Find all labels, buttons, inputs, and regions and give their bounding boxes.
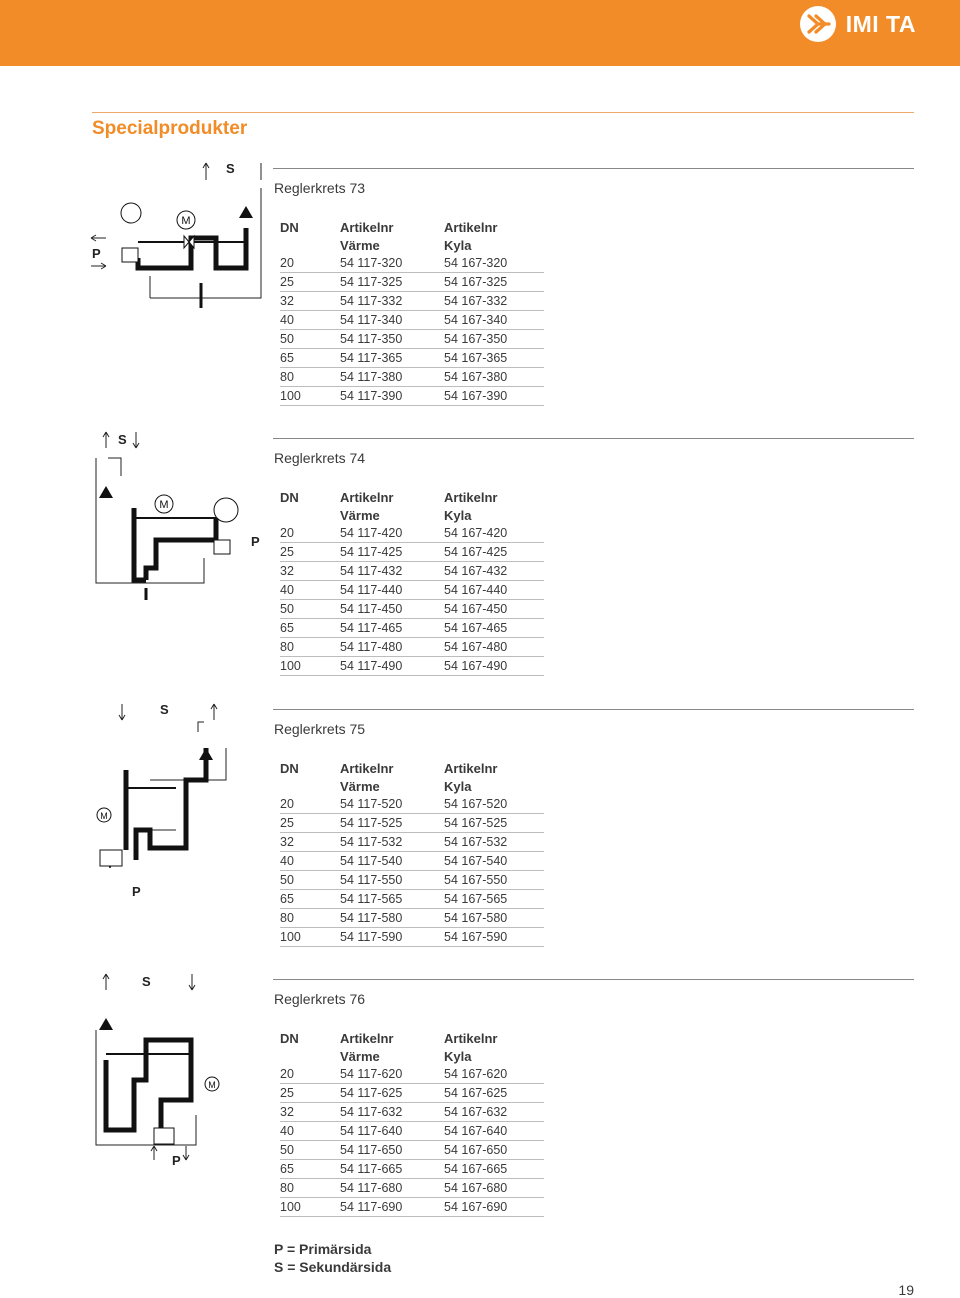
article-cool-cell: 54 167-640	[444, 1122, 544, 1141]
section-divider	[273, 438, 914, 439]
article-heat-cell: 54 117-665	[340, 1160, 444, 1179]
table-row	[280, 330, 544, 349]
svg-text:S: S	[160, 702, 169, 717]
dn-cell: 32	[280, 292, 340, 311]
article-heat-cell: 54 117-480	[340, 638, 444, 657]
dn-cell: 80	[280, 638, 340, 657]
article-heat-cell: 54 117-325	[340, 273, 444, 292]
table-row	[280, 1198, 544, 1217]
header-bar	[0, 0, 960, 66]
article-cool-cell: 54 167-690	[444, 1198, 544, 1217]
article-cool-cell: 54 167-625	[444, 1084, 544, 1103]
article-heat-cell: 54 117-420	[340, 524, 444, 543]
col-heat-sub: Värme	[340, 237, 380, 253]
table-row	[280, 833, 544, 852]
dn-cell: 50	[280, 600, 340, 619]
dn-cell: 25	[280, 814, 340, 833]
col-cool-sub: Kyla	[444, 237, 472, 253]
arrow-icon	[91, 235, 106, 241]
article-heat-cell: 54 117-550	[340, 871, 444, 890]
table-row	[280, 581, 544, 600]
dn-cell: 65	[280, 1160, 340, 1179]
dn-cell: 25	[280, 543, 340, 562]
article-cool-cell: 54 167-580	[444, 909, 544, 928]
arrow-icon	[103, 432, 109, 448]
dn-cell: 80	[280, 909, 340, 928]
article-table	[280, 759, 544, 947]
col-art-cool: Artikelnr	[444, 760, 498, 776]
table-row	[280, 368, 544, 387]
dn-cell: 40	[280, 581, 340, 600]
table-row	[280, 524, 544, 543]
pump-icon	[99, 486, 113, 498]
col-art-heat: Artikelnr	[340, 760, 394, 776]
table-row	[280, 1179, 544, 1198]
dn-cell: 40	[280, 852, 340, 871]
table-row	[280, 1084, 544, 1103]
svg-text:P: P	[132, 884, 141, 899]
table-row	[280, 619, 544, 638]
col-dn: DN	[280, 489, 299, 505]
dn-cell: 50	[280, 871, 340, 890]
table-row	[280, 387, 544, 406]
arrow-icon	[103, 974, 109, 990]
col-cool-sub: Kyla	[444, 507, 472, 523]
article-cool-cell: 54 167-490	[444, 657, 544, 676]
table-row	[280, 814, 544, 833]
article-heat-cell: 54 117-565	[340, 890, 444, 909]
pump-icon	[199, 748, 213, 760]
circuit-diagram-76	[86, 970, 268, 1172]
dn-cell: 32	[280, 833, 340, 852]
article-cool-cell: 54 167-565	[444, 890, 544, 909]
section-title: Reglerkrets 75	[274, 721, 366, 737]
dn-cell: 20	[280, 1065, 340, 1084]
arrow-icon	[211, 704, 217, 720]
arrow-icon	[189, 974, 195, 990]
table-row	[280, 871, 544, 890]
article-cool-cell: 54 167-480	[444, 638, 544, 657]
legend-secondary: S = Sekundärsida	[274, 1259, 392, 1275]
svg-text:P: P	[92, 246, 101, 261]
article-cool-cell: 54 167-465	[444, 619, 544, 638]
article-heat-cell: 54 117-465	[340, 619, 444, 638]
svg-text:M: M	[100, 811, 108, 821]
article-cool-cell: 54 167-340	[444, 311, 544, 330]
table-row	[280, 1122, 544, 1141]
article-heat-cell: 54 117-620	[340, 1065, 444, 1084]
circuit-diagram-75	[86, 700, 268, 899]
arrow-icon	[119, 704, 125, 720]
article-cool-cell: 54 167-540	[444, 852, 544, 871]
section-title: Reglerkrets 74	[274, 450, 366, 466]
table-row	[280, 795, 544, 814]
col-dn: DN	[280, 1030, 299, 1046]
col-art-cool: Artikelnr	[444, 219, 498, 235]
article-heat-cell: 54 117-590	[340, 928, 444, 947]
svg-text:M: M	[159, 499, 169, 511]
table-row	[280, 349, 544, 368]
article-heat-cell: 54 117-332	[340, 292, 444, 311]
section-title: Reglerkrets 73	[274, 180, 366, 196]
article-heat-cell: 54 117-650	[340, 1141, 444, 1160]
article-heat-cell: 54 117-340	[340, 311, 444, 330]
logo-mark-icon	[800, 6, 836, 42]
dn-cell: 80	[280, 368, 340, 387]
motor-icon	[121, 203, 141, 223]
table-row	[280, 852, 544, 871]
article-heat-cell: 54 117-425	[340, 543, 444, 562]
table-row	[280, 638, 544, 657]
table-row	[280, 1065, 544, 1084]
dn-cell: 40	[280, 1122, 340, 1141]
page-number: 19	[898, 1282, 914, 1298]
article-heat-cell: 54 117-490	[340, 657, 444, 676]
article-cool-cell: 54 167-390	[444, 387, 544, 406]
article-cool-cell: 54 167-332	[444, 292, 544, 311]
table-row	[280, 890, 544, 909]
article-cool-cell: 54 167-440	[444, 581, 544, 600]
pump-icon	[239, 206, 253, 218]
brand-name: IMI TA	[845, 10, 916, 37]
article-heat-cell: 54 117-640	[340, 1122, 444, 1141]
dn-cell: 50	[280, 1141, 340, 1160]
svg-text:S: S	[142, 974, 151, 989]
article-heat-cell: 54 117-390	[340, 387, 444, 406]
circuit-diagram-74	[86, 428, 268, 600]
table-row	[280, 562, 544, 581]
article-cool-cell: 54 167-590	[444, 928, 544, 947]
article-cool-cell: 54 167-532	[444, 833, 544, 852]
article-cool-cell: 54 167-325	[444, 273, 544, 292]
table-row	[280, 292, 544, 311]
article-cool-cell: 54 167-365	[444, 349, 544, 368]
dn-cell: 40	[280, 311, 340, 330]
circuit-diagram-73	[86, 158, 268, 318]
article-heat-cell: 54 117-532	[340, 833, 444, 852]
dn-cell: 25	[280, 1084, 340, 1103]
article-heat-cell: 54 117-540	[340, 852, 444, 871]
title-divider	[92, 112, 914, 113]
article-cool-cell: 54 167-420	[444, 524, 544, 543]
article-table	[280, 488, 544, 676]
article-heat-cell: 54 117-365	[340, 349, 444, 368]
section-divider	[273, 709, 914, 710]
table-row	[280, 1160, 544, 1179]
article-cool-cell: 54 167-650	[444, 1141, 544, 1160]
article-cool-cell: 54 167-350	[444, 330, 544, 349]
col-heat-sub: Värme	[340, 778, 380, 794]
svg-text:P: P	[251, 534, 260, 549]
col-art-heat: Artikelnr	[340, 1030, 394, 1046]
col-art-heat: Artikelnr	[340, 219, 394, 235]
article-heat-cell: 54 117-632	[340, 1103, 444, 1122]
svg-text:M: M	[208, 1080, 216, 1090]
dn-cell: 65	[280, 890, 340, 909]
page-title: Specialprodukter	[92, 118, 248, 139]
article-cool-cell: 54 167-665	[444, 1160, 544, 1179]
article-cool-cell: 54 167-525	[444, 814, 544, 833]
article-cool-cell: 54 167-632	[444, 1103, 544, 1122]
dn-cell: 20	[280, 524, 340, 543]
legend	[274, 1240, 391, 1276]
dn-cell: 100	[280, 1198, 340, 1217]
dn-cell: 100	[280, 387, 340, 406]
table-row	[280, 600, 544, 619]
article-cool-cell: 54 167-520	[444, 795, 544, 814]
col-heat-sub: Värme	[340, 1048, 380, 1064]
article-cool-cell: 54 167-320	[444, 254, 544, 273]
dn-cell: 100	[280, 657, 340, 676]
dn-cell: 20	[280, 795, 340, 814]
legend-primary: P = Primärsida	[274, 1241, 372, 1257]
col-art-cool: Artikelnr	[444, 1030, 498, 1046]
svg-text:S: S	[226, 161, 235, 176]
dn-cell: 65	[280, 349, 340, 368]
table-row	[280, 1141, 544, 1160]
arrow-icon	[203, 163, 209, 180]
section-title: Reglerkrets 76	[274, 991, 366, 1007]
article-heat-cell: 54 117-320	[340, 254, 444, 273]
arrow-icon	[151, 1146, 157, 1160]
dn-cell: 32	[280, 1103, 340, 1122]
dn-cell: 32	[280, 562, 340, 581]
article-heat-cell: 54 117-625	[340, 1084, 444, 1103]
svg-text:P: P	[172, 1153, 181, 1168]
table-row	[280, 543, 544, 562]
article-heat-cell: 54 117-580	[340, 909, 444, 928]
col-cool-sub: Kyla	[444, 1048, 472, 1064]
svg-text:S: S	[118, 432, 127, 447]
article-table	[280, 1029, 544, 1217]
article-table	[280, 218, 544, 406]
arrow-icon	[183, 1146, 189, 1160]
valve-icon	[154, 1128, 174, 1144]
article-heat-cell: 54 117-450	[340, 600, 444, 619]
dn-cell: 25	[280, 273, 340, 292]
article-heat-cell: 54 117-350	[340, 330, 444, 349]
valve-icon	[100, 850, 122, 866]
section-divider	[273, 979, 914, 980]
article-cool-cell: 54 167-450	[444, 600, 544, 619]
article-heat-cell: 54 117-525	[340, 814, 444, 833]
pump-icon	[99, 1018, 113, 1030]
arrow-icon	[91, 263, 106, 269]
col-art-cool: Artikelnr	[444, 489, 498, 505]
table-row	[280, 909, 544, 928]
dn-cell: 65	[280, 619, 340, 638]
dn-cell: 80	[280, 1179, 340, 1198]
article-heat-cell: 54 117-432	[340, 562, 444, 581]
article-heat-cell: 54 117-440	[340, 581, 444, 600]
arrow-icon	[133, 432, 139, 448]
article-cool-cell: 54 167-680	[444, 1179, 544, 1198]
section-divider	[273, 168, 914, 169]
table-row	[280, 311, 544, 330]
table-row	[280, 928, 544, 947]
dn-cell: 50	[280, 330, 340, 349]
article-cool-cell: 54 167-425	[444, 543, 544, 562]
table-row	[280, 1103, 544, 1122]
col-dn: DN	[280, 219, 299, 235]
col-dn: DN	[280, 760, 299, 776]
table-row	[280, 657, 544, 676]
article-cool-cell: 54 167-550	[444, 871, 544, 890]
dn-cell: 20	[280, 254, 340, 273]
valve-icon	[214, 540, 230, 554]
table-row	[280, 254, 544, 273]
valve-icon	[122, 248, 138, 262]
col-cool-sub: Kyla	[444, 778, 472, 794]
article-heat-cell: 54 117-680	[340, 1179, 444, 1198]
article-heat-cell: 54 117-380	[340, 368, 444, 387]
svg-text:M: M	[181, 215, 191, 227]
table-row	[280, 273, 544, 292]
article-cool-cell: 54 167-432	[444, 562, 544, 581]
article-cool-cell: 54 167-620	[444, 1065, 544, 1084]
article-cool-cell: 54 167-380	[444, 368, 544, 387]
dn-cell: 100	[280, 928, 340, 947]
col-heat-sub: Värme	[340, 507, 380, 523]
article-heat-cell: 54 117-690	[340, 1198, 444, 1217]
col-art-heat: Artikelnr	[340, 489, 394, 505]
brand-logo	[800, 6, 916, 42]
motor-icon	[214, 498, 238, 522]
article-heat-cell: 54 117-520	[340, 795, 444, 814]
